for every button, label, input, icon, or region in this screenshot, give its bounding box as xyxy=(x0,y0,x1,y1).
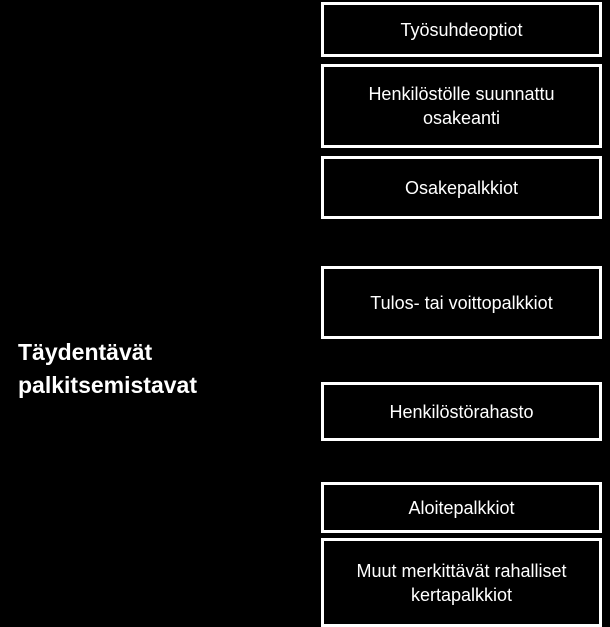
item-label: Aloitepalkkiot xyxy=(408,497,515,518)
item-box-tyosuhdeoptiot xyxy=(321,2,602,57)
item-label: Henkilöstölle suunnattu osakeanti xyxy=(368,84,555,128)
item-box-kertapalkkiot xyxy=(321,538,602,627)
item-box-osakeanti xyxy=(321,64,602,148)
item-box-tulospalkkiot xyxy=(321,266,602,339)
item-label: Muut merkittävät rahalliset kertapalkkiot xyxy=(356,560,567,605)
item-label: Henkilöstörahasto xyxy=(389,401,534,422)
item-box-aloitepalkkiot xyxy=(321,482,602,533)
item-label: Osakepalkkiot xyxy=(404,177,519,198)
item-box-henkilostorahasto xyxy=(321,382,602,441)
item-label: Tulos- tai voittopalkkiot xyxy=(370,292,553,313)
item-box-osakepalkkiot xyxy=(321,156,602,219)
item-label: Työsuhdeoptiot xyxy=(400,19,523,40)
main-category-label: Täydentävät palkitsemistavat xyxy=(18,339,197,398)
